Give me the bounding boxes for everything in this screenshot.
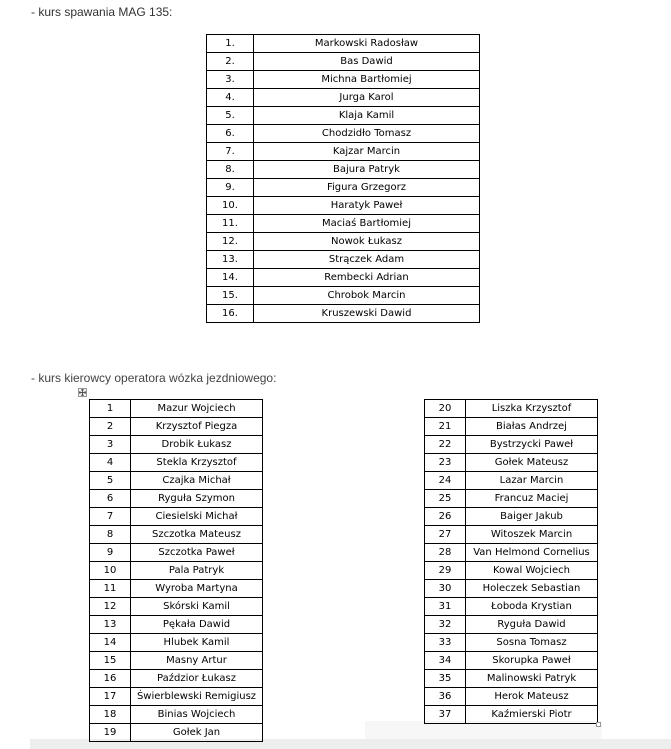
participant-name: Czajka Michał bbox=[131, 472, 263, 490]
participant-name: Skorupka Paweł bbox=[466, 652, 598, 670]
participant-name: Drobik Łukasz bbox=[131, 436, 263, 454]
table-row bbox=[90, 490, 263, 508]
row-number: 35 bbox=[425, 670, 466, 688]
row-number: 30 bbox=[425, 580, 466, 598]
row-number: 16 bbox=[90, 670, 131, 688]
table-row bbox=[207, 53, 480, 71]
table-row bbox=[207, 233, 480, 251]
table-row bbox=[90, 688, 263, 706]
row-number: 2. bbox=[207, 53, 254, 71]
table-row bbox=[207, 107, 480, 125]
table-resize-handle-icon[interactable] bbox=[596, 722, 601, 727]
participant-name: Gołek Mateusz bbox=[466, 454, 598, 472]
table-row bbox=[90, 508, 263, 526]
row-number: 8 bbox=[90, 526, 131, 544]
table-row bbox=[207, 71, 480, 89]
row-number: 10. bbox=[207, 197, 254, 215]
participant-name: Ryguła Dawid bbox=[466, 616, 598, 634]
row-number: 5 bbox=[90, 472, 131, 490]
table-row bbox=[425, 598, 598, 616]
row-number: 21 bbox=[425, 418, 466, 436]
row-number: 7 bbox=[90, 508, 131, 526]
row-number: 1. bbox=[207, 35, 254, 53]
participant-name: Bystrzycki Paweł bbox=[466, 436, 598, 454]
participant-name: Ryguła Szymon bbox=[131, 490, 263, 508]
heading-forklift-course: - kurs kierowcy operatora wózka jezdniowego: bbox=[31, 371, 277, 385]
table-row bbox=[90, 652, 263, 670]
mag-participants-table bbox=[206, 34, 480, 323]
table-row bbox=[207, 215, 480, 233]
participant-name: Hlubek Kamil bbox=[131, 634, 263, 652]
participant-name: Stekla Krzysztof bbox=[131, 454, 263, 472]
row-number: 23 bbox=[425, 454, 466, 472]
table-row bbox=[207, 161, 480, 179]
row-number: 8. bbox=[207, 161, 254, 179]
participant-name: Skórski Kamil bbox=[131, 598, 263, 616]
participant-name: Nowok Łukasz bbox=[254, 233, 480, 251]
row-number: 19 bbox=[90, 724, 131, 742]
participant-name: Strączek Adam bbox=[254, 251, 480, 269]
participant-name: Ciesielski Michał bbox=[131, 508, 263, 526]
participant-name: Sosna Tomasz bbox=[466, 634, 598, 652]
row-number: 15 bbox=[90, 652, 131, 670]
table-row bbox=[90, 616, 263, 634]
table-row bbox=[90, 562, 263, 580]
participant-name: Bajura Patryk bbox=[254, 161, 480, 179]
table-row bbox=[90, 400, 263, 418]
participant-name: Białas Andrzej bbox=[466, 418, 598, 436]
row-number: 32 bbox=[425, 616, 466, 634]
participant-name: Kajzar Marcin bbox=[254, 143, 480, 161]
table-row bbox=[425, 706, 598, 724]
participant-name: Kowal Wojciech bbox=[466, 562, 598, 580]
heading-mag-course: - kurs spawania MAG 135: bbox=[31, 5, 173, 19]
table-row bbox=[90, 454, 263, 472]
participant-name: Pękała Dawid bbox=[131, 616, 263, 634]
table-row bbox=[207, 305, 480, 323]
participant-name: Paździor Łukasz bbox=[131, 670, 263, 688]
table-row bbox=[425, 688, 598, 706]
participant-name: Szczotka Mateusz bbox=[131, 526, 263, 544]
participant-name: Michna Bartłomiej bbox=[254, 71, 480, 89]
row-number: 28 bbox=[425, 544, 466, 562]
table-row bbox=[425, 652, 598, 670]
participant-name: Van Helmond Cornelius bbox=[466, 544, 598, 562]
participant-name: Chrobok Marcin bbox=[254, 287, 480, 305]
row-number: 5. bbox=[207, 107, 254, 125]
row-number: 31 bbox=[425, 598, 466, 616]
table-row bbox=[425, 454, 598, 472]
table-row bbox=[425, 436, 598, 454]
table-row bbox=[90, 670, 263, 688]
participant-name: Baiger Jakub bbox=[466, 508, 598, 526]
participant-name: Masny Artur bbox=[131, 652, 263, 670]
row-number: 4. bbox=[207, 89, 254, 107]
row-number: 10 bbox=[90, 562, 131, 580]
participant-name: Witoszek Marcin bbox=[466, 526, 598, 544]
table-row bbox=[207, 125, 480, 143]
forklift-participants-table-left bbox=[89, 399, 263, 742]
table-row bbox=[425, 544, 598, 562]
row-number: 9. bbox=[207, 179, 254, 197]
participant-name: Kaźmierski Piotr bbox=[466, 706, 598, 724]
row-number: 17 bbox=[90, 688, 131, 706]
table-row bbox=[425, 400, 598, 418]
table-move-handle-icon[interactable] bbox=[78, 388, 87, 397]
participant-name: Jurga Karol bbox=[254, 89, 480, 107]
table-row bbox=[90, 526, 263, 544]
table-row bbox=[90, 724, 263, 742]
table-row bbox=[207, 179, 480, 197]
table-row bbox=[90, 634, 263, 652]
row-number: 33 bbox=[425, 634, 466, 652]
participant-name: Bas Dawid bbox=[254, 53, 480, 71]
row-number: 25 bbox=[425, 490, 466, 508]
table-row bbox=[425, 580, 598, 598]
row-number: 24 bbox=[425, 472, 466, 490]
participant-name: Francuz Maciej bbox=[466, 490, 598, 508]
table-row bbox=[90, 544, 263, 562]
participant-name: Krzysztof Piegza bbox=[131, 418, 263, 436]
participant-name: Szczotka Paweł bbox=[131, 544, 263, 562]
row-number: 12 bbox=[90, 598, 131, 616]
table-row bbox=[425, 670, 598, 688]
table-row bbox=[90, 436, 263, 454]
participant-name: Liszka Krzysztof bbox=[466, 400, 598, 418]
participant-name: Binias Wojciech bbox=[131, 706, 263, 724]
row-number: 9 bbox=[90, 544, 131, 562]
table-row bbox=[90, 706, 263, 724]
participant-name: Malinowski Patryk bbox=[466, 670, 598, 688]
row-number: 15. bbox=[207, 287, 254, 305]
table-row bbox=[90, 598, 263, 616]
row-number: 11. bbox=[207, 215, 254, 233]
row-number: 2 bbox=[90, 418, 131, 436]
table-row bbox=[207, 89, 480, 107]
participant-name: Herok Mateusz bbox=[466, 688, 598, 706]
row-number: 4 bbox=[90, 454, 131, 472]
forklift-participants-table-right bbox=[424, 399, 598, 724]
table-row bbox=[425, 472, 598, 490]
table-row bbox=[207, 251, 480, 269]
participant-name: Gołek Jan bbox=[131, 724, 263, 742]
row-number: 6. bbox=[207, 125, 254, 143]
participant-name: Chodzidło Tomasz bbox=[254, 125, 480, 143]
page-background bbox=[602, 721, 671, 739]
participant-name: Haratyk Paweł bbox=[254, 197, 480, 215]
participant-name: Kruszewski Dawid bbox=[254, 305, 480, 323]
row-number: 11 bbox=[90, 580, 131, 598]
row-number: 36 bbox=[425, 688, 466, 706]
participant-name: Holeczek Sebastian bbox=[466, 580, 598, 598]
table-row bbox=[90, 472, 263, 490]
row-number: 13 bbox=[90, 616, 131, 634]
participant-name: Wyroba Martyna bbox=[131, 580, 263, 598]
table-row bbox=[425, 526, 598, 544]
row-number: 3 bbox=[90, 436, 131, 454]
participant-name: Mazur Wojciech bbox=[131, 400, 263, 418]
participant-name: Klaja Kamil bbox=[254, 107, 480, 125]
row-number: 14. bbox=[207, 269, 254, 287]
row-number: 6 bbox=[90, 490, 131, 508]
table-row bbox=[90, 418, 263, 436]
row-number: 1 bbox=[90, 400, 131, 418]
row-number: 22 bbox=[425, 436, 466, 454]
table-row bbox=[425, 508, 598, 526]
row-number: 3. bbox=[207, 71, 254, 89]
row-number: 16. bbox=[207, 305, 254, 323]
participant-name: Figura Grzegorz bbox=[254, 179, 480, 197]
table-row bbox=[207, 35, 480, 53]
row-number: 27 bbox=[425, 526, 466, 544]
row-number: 7. bbox=[207, 143, 254, 161]
participant-name: Rembecki Adrian bbox=[254, 269, 480, 287]
table-row bbox=[425, 418, 598, 436]
table-row bbox=[425, 490, 598, 508]
row-number: 34 bbox=[425, 652, 466, 670]
participant-name: Łoboda Krystian bbox=[466, 598, 598, 616]
participant-name: Markowski Radosław bbox=[254, 35, 480, 53]
table-row bbox=[207, 269, 480, 287]
table-row bbox=[425, 634, 598, 652]
row-number: 37 bbox=[425, 706, 466, 724]
participant-name: Lazar Marcin bbox=[466, 472, 598, 490]
table-row bbox=[425, 616, 598, 634]
table-row bbox=[207, 143, 480, 161]
row-number: 29 bbox=[425, 562, 466, 580]
table-row bbox=[207, 197, 480, 215]
row-number: 18 bbox=[90, 706, 131, 724]
row-number: 20 bbox=[425, 400, 466, 418]
table-row bbox=[425, 562, 598, 580]
participant-name: Pala Patryk bbox=[131, 562, 263, 580]
table-row bbox=[90, 580, 263, 598]
row-number: 12. bbox=[207, 233, 254, 251]
row-number: 13. bbox=[207, 251, 254, 269]
table-row bbox=[207, 287, 480, 305]
row-number: 14 bbox=[90, 634, 131, 652]
participant-name: Świerblewski Remigiusz bbox=[131, 688, 263, 706]
row-number: 26 bbox=[425, 508, 466, 526]
participant-name: Maciaś Bartłomiej bbox=[254, 215, 480, 233]
